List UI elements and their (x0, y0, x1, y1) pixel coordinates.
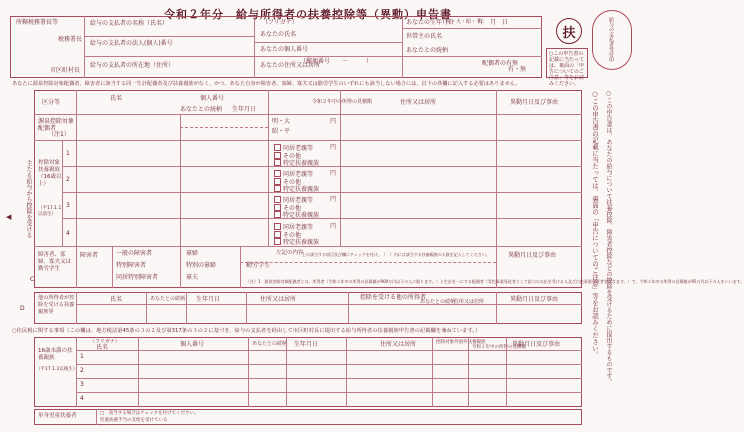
row-d-other-address: 住所又は居所 (454, 299, 485, 305)
u16-change: 異動月日及び事由 (512, 341, 561, 348)
row-b-num-2: 2 (66, 176, 70, 183)
row-c-handicap[interactable]: 障害者 (80, 252, 99, 259)
row-b-note: （平17.1.1以前生） (38, 206, 62, 217)
row-b2-specific[interactable]: 特定扶養親族 (274, 185, 319, 193)
u16-num-1: 1 (80, 353, 84, 360)
relation-label: あなたとの続柄 (406, 47, 449, 54)
u16-address: 住所又は居所 (380, 341, 417, 348)
tax-office-suffix: 税務署長 (58, 36, 83, 43)
row-d-other-name: 控除を受ける他の所得者 (360, 294, 427, 301)
row-c-widower[interactable]: 寡夫 (186, 274, 199, 281)
resident-notice: ○住民税に関する事項（この欄は、地方税法第45条の３の２及び第317条の３の２に基づき、給与の支払者を経由して市区町村長に提出する給与所得者の扶養親族申告書の記載欄を兼ねています。） (12, 328, 481, 334)
row-c-label: 障害者、寡婦、寡夫又は勤労学生 (38, 252, 72, 272)
your-number-label: あなたの個人番号 (260, 46, 309, 53)
row-d-address: 住所又は居所 (260, 296, 297, 303)
payer-name-input[interactable] (160, 19, 254, 35)
spouse-flag-label: 配偶者の有無 (482, 60, 519, 67)
row-c-change: 異動月日及び事由 (508, 252, 557, 259)
u16-num-3: 3 (80, 381, 84, 388)
u16-num-2: 2 (80, 367, 84, 374)
row-c-marker: C (30, 276, 35, 283)
u16-income: 令和２年中の所得の見積額 (472, 345, 526, 350)
row-c-description: 上の該当する項目及び欄にチェックを付け、（ ）内には該当する扶養親族の人数を記入してください。 (302, 252, 490, 257)
row-b2-other[interactable]: その他 (274, 178, 301, 186)
row-d-marker: D (20, 305, 25, 312)
row-d-label: 他の所得者が控除を受ける扶養親族等 (38, 295, 75, 315)
row-b4-yen: 円 (330, 223, 337, 230)
u16-furigana: （フリガナ） (90, 339, 120, 345)
row-b1-yen: 円 (330, 144, 337, 151)
row-c-special-widow[interactable]: 特別の寡婦 (186, 262, 217, 269)
householder-label: 世帯主の氏名 (406, 33, 443, 40)
right-col-title: ○この申告書の記載に当たっては、裏面の「申告についてのご注意」等をお読みください。 (591, 90, 599, 358)
row-c-widow[interactable]: 寡婦 (186, 250, 199, 257)
u16-relation: あなたとの続柄 (252, 341, 288, 347)
col-category: 区分等 (42, 99, 61, 106)
birth-date-label: あなたの生年月日 (406, 19, 455, 26)
col-number: 個人番号 (200, 95, 225, 102)
row-d-name: 氏名 (110, 296, 123, 303)
notice-line: あなたに源泉控除対象配偶者、障害者に該当する同一生計配偶者及び扶養親族がなく、かつ、あなた自身が障害者、寡婦、寡夫又は勤労学生のいずれにも該当しない場合には、以下の各欄に記入する必要はありません。 (12, 81, 521, 87)
row-a-era-2: 昭・平 (272, 128, 291, 135)
page-title: 令和２年分 給与所得者の扶養控除等（異動）申告書 (164, 8, 452, 21)
col-address: 住所又は居所 (400, 99, 437, 106)
u16-label: 16歳未満の扶養親族 (38, 348, 73, 361)
payer-name-label: 給与の支払者の名称（氏名） (90, 20, 169, 27)
city-suffix: 市区町村長 (50, 67, 81, 74)
your-name-input[interactable] (300, 26, 402, 42)
col-change: 異動月日及び事由 (510, 99, 559, 106)
row-a-yen: 円 (330, 118, 337, 125)
col-birth: 生年月日 (232, 106, 257, 113)
u16-number: 個人番号 (180, 341, 205, 348)
col-income: 令和２年中の所得の見積額 (312, 99, 373, 105)
u16-num-4: 4 (80, 395, 84, 402)
fu-mark: 扶 (556, 18, 582, 44)
instruction-box-text: ○この申告書の記載に当たっては、裏面の「申告についてのご注意」等をお読みください。 (549, 51, 585, 87)
payer-address-input[interactable] (160, 59, 254, 77)
right-col-text: ○この申告書は、あなたの給与について扶養控除、障害者控除などの控除を受けるために提出するものです。 (605, 90, 612, 385)
row-b2-yen: 円 (330, 170, 337, 177)
row-b4-specific[interactable]: 特定扶養親族 (274, 238, 319, 246)
row-a-label: 源泉控除対象配偶者 (38, 118, 75, 132)
row-c-student[interactable]: 勤労学生 (246, 262, 271, 269)
row-d-change: 異動月日及び事由 (510, 296, 559, 303)
single-parent-note2: 児童扶養手当の支給を受けている (100, 418, 168, 423)
receipt-stamp-label: 給与の支払者受付印 (608, 17, 614, 62)
row-b1-same-house[interactable]: 同居老親等 (274, 144, 313, 152)
row-b3-specific[interactable]: 特定扶養親族 (274, 211, 319, 219)
instruction-box (546, 48, 588, 87)
your-name-label: あなたの氏名 (260, 31, 297, 38)
single-parent-note[interactable]: □ 該当する場合はチェックを付けてください。 (100, 411, 199, 416)
row-c-remark: （注）1 源泉控除対象配偶者とは、所得者（令和２年中の所得の見積額が900万円以下の人に限ります。）と生計を一にする配偶者（青色事業専従者として給与の支払を受ける人及び白色事業専従者を除きます。）で、令和２年中の所得の見積額が95万円以下の人をいいます。 (246, 279, 744, 284)
row-b3-same-house[interactable]: 同居老親等 (274, 196, 313, 204)
row-b-num-4: 4 (66, 230, 70, 237)
postal-label: （郵便番号 － ） (300, 58, 373, 65)
u16-birth: 生年月日 (294, 341, 319, 348)
payer-number-label: 給与の支払者の法人(個人)番号 (90, 40, 173, 47)
row-b4-other[interactable]: その他 (274, 231, 301, 239)
row-d-birth: 生年月日 (196, 296, 221, 303)
birth-ymd: 年 月 日 (478, 19, 509, 26)
left-arrow-icon: ◀ (6, 213, 12, 221)
row-d-other-relation: あなたとの続柄 (420, 299, 456, 305)
row-b1-other[interactable]: その他 (274, 152, 301, 160)
your-address-label: あなたの住所又は居所 (260, 62, 321, 69)
row-c-normal[interactable]: 一般の障害者 (116, 250, 153, 257)
payer-address-label: 給与の支払者の所在地（住所） (90, 62, 175, 69)
row-b4-same-house[interactable]: 同居老親等 (274, 223, 313, 231)
row-b3-yen: 円 (330, 196, 337, 203)
col-relation: あなたとの続柄 (180, 106, 223, 113)
receipt-stamp-area (592, 10, 632, 70)
u16-note: （平17.1.2以後生） (36, 367, 78, 372)
row-b3-other[interactable]: その他 (274, 204, 301, 212)
row-d-relation: あなたとの続柄 (150, 296, 186, 302)
row-b-num-1: 1 (66, 150, 70, 157)
row-b2-same-house[interactable]: 同居老親等 (274, 170, 313, 178)
row-a-note: （注1） (48, 131, 70, 138)
row-b1-specific[interactable]: 特定扶養親族 (274, 159, 319, 167)
single-parent-label: 単身児童扶養者 (38, 413, 77, 419)
furigana-label: （フリガナ） (262, 19, 298, 26)
col-name: 氏名 (110, 95, 123, 102)
row-b-num-3: 3 (66, 202, 70, 209)
spouse-yes-no[interactable]: 有・無 (508, 66, 527, 73)
row-a-era-1: 明・大 (272, 118, 291, 125)
side-label: 主たる給与から控除を受ける (25, 160, 32, 238)
your-address-input[interactable] (300, 66, 404, 78)
row-c-special[interactable]: 特別障害者 (116, 262, 147, 269)
row-c-living-special[interactable]: 同居特別障害者 (116, 274, 159, 281)
tax-office-label: 所轄税務署長等 (16, 19, 59, 26)
your-number-input[interactable] (300, 44, 402, 57)
payer-number-input[interactable] (160, 39, 254, 55)
birth-eras: 明・大・昭・平 (446, 19, 482, 25)
u16-abroad: 控除対象外国外扶養親族 (436, 340, 486, 345)
row-b-label: 控除対象扶養親族（16歳以上） (38, 160, 62, 187)
row-c-detail-label: 左記の内容 (276, 250, 304, 256)
u16-name: 氏名 (96, 344, 109, 351)
